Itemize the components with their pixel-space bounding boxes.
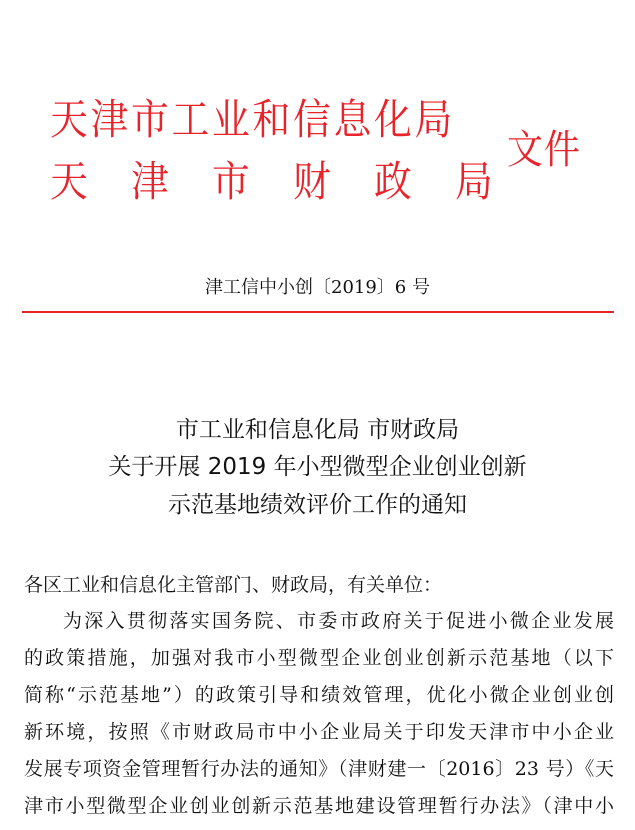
title-line-1: 市工业和信息化局 市财政局 bbox=[175, 417, 460, 443]
paragraph-line: 为深入贯彻落实国务院、市委市政府关于促进小微企业发展 bbox=[63, 610, 614, 632]
document-number: 津工信中小创〔2019〕6 号 bbox=[205, 277, 430, 298]
paragraph-line: 简称“示范基地”）的政策引导和绩效管理，优化小微企业创业创 bbox=[24, 684, 614, 706]
paragraph-line: 发展专项资金管理暂行办法的通知》（津财建一〔2016〕23 号）《天 bbox=[24, 758, 614, 780]
paragraph-line: 新环境，按照《市财政局市中小企业局关于印发天津市中小企业 bbox=[24, 721, 614, 743]
issuer-line-2: 天津市财政局 bbox=[50, 157, 537, 206]
document-type-label: 文件 bbox=[507, 127, 581, 173]
paragraph-line: 津市小型微型企业创业创新示范基地建设管理暂行办法》（津中小 bbox=[24, 795, 614, 817]
title-line-3: 示范基地绩效评价工作的通知 bbox=[168, 492, 467, 518]
addressee-line: 各区工业和信息化主管部门、财政局，有关单位： bbox=[24, 574, 443, 596]
issuer-line-1: 天津市工业和信息化局 bbox=[50, 95, 456, 144]
paragraph-line: 的政策措施，加强对我市小型微型企业创业创新示范基地（以下 bbox=[24, 647, 614, 669]
title-line-2: 关于开展 2019 年小型微型企业创业创新 bbox=[108, 454, 527, 480]
red-divider bbox=[22, 311, 614, 313]
